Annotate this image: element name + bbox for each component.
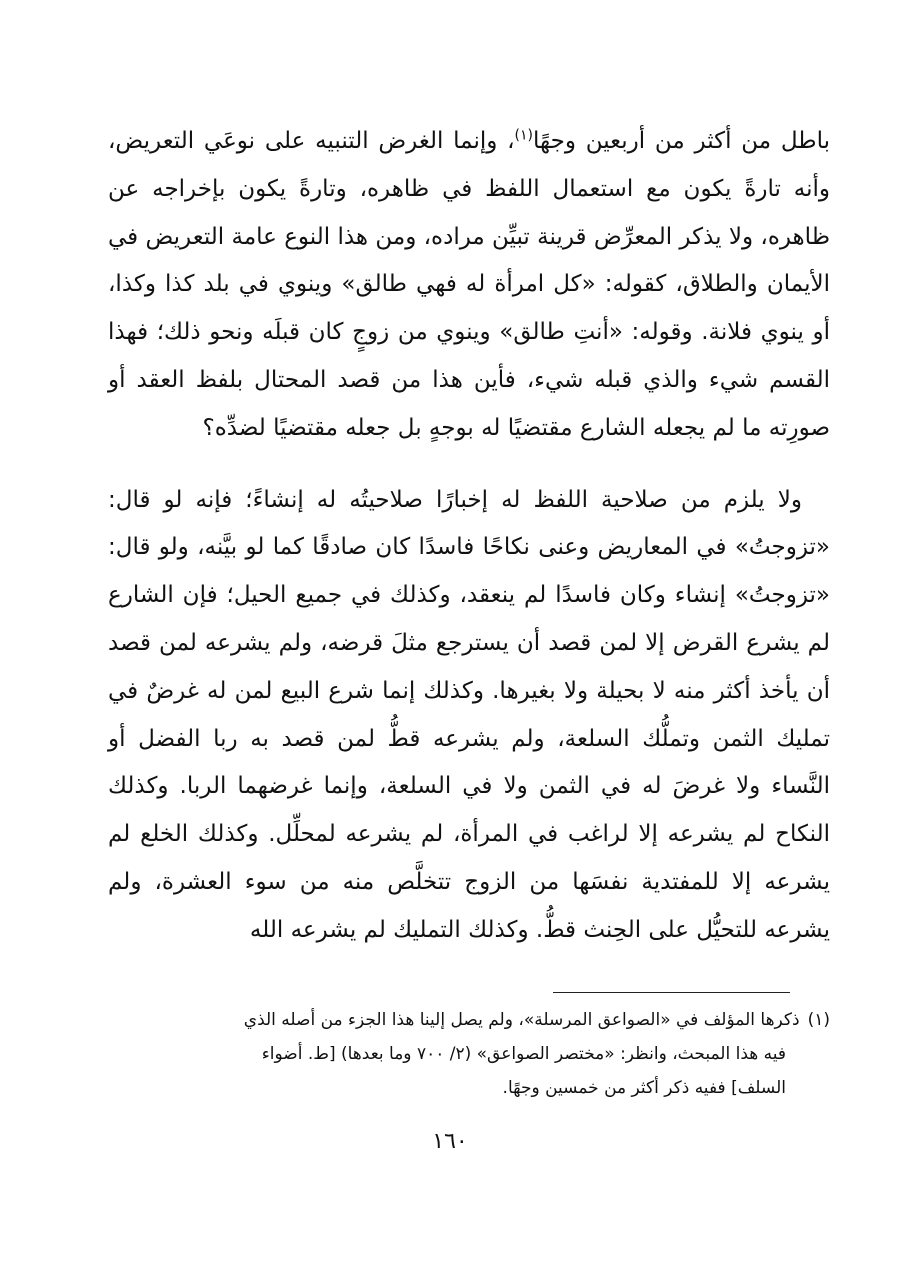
footnote-number: (١) [807, 1010, 830, 1030]
paragraph-1 [108, 118, 830, 453]
page-number: ١٦٠ [432, 1129, 468, 1154]
footnote-line-2: فيه هذا المبحث، وانظر: «مختصر الصواعق» (٢/ ٧٠٠ وما بعدها) [ط. أضواء [261, 1044, 786, 1064]
paragraph-1-rest: ، وإنما الغرض التنبيه على نوعَي التعريض، وأنه تارةً يكون مع استعمال اللفظ في ظاهره، وتارةً يكون بإخراجه عن ظاهره، ولا يذكر المعرِّض قرينة تبيِّن مراده، ومن هذا النوع عامة التعريض في الأيمان والطلاق، كقوله: «كل امرأة له فهي طالق» وينوي في بلد كذا وكذا، أو ينوي فلانة. وقوله: «أنتِ طالق» وينوي من زوجٍ كان قبلَه ونحو ذلك؛ فهذا القسم شيء والذي قبله شيء، فأين هذا من قصد المحتال بلفظ العقد أو صورِته ما لم يجعله الشارع مقتضيًا له بوجهٍ بل جعله مقتضيًا لضدِّه؟ [108, 128, 830, 441]
footnote-line-1 [108, 1003, 830, 1037]
footnote-separator [553, 992, 790, 993]
footnote-line-3: السلف] ففيه ذكر أكثر من خمسين وجهًا. [502, 1078, 786, 1098]
paragraph-1-start: باطل من أكثر من أربعين وجهًا [533, 128, 830, 154]
main-text [108, 118, 830, 955]
footnote-line-1-text: ذكرها المؤلف في «الصواعق المرسلة»، ولم يصل إلينا هذا الجزء من أصله الذي [243, 1010, 800, 1030]
footnote-reference: (١) [514, 127, 533, 144]
paragraph-2: ولا يلزم من صلاحية اللفظ له إخبارًا صلاحيتُه له إنشاءً؛ فإنه لو قال: «تزوجتُ» في المعاريض وعنى نكاحًا فاسدًا كان صادقًا كما لو بيَّنه، ولو قال: «تزوجتُ» إنشاء وكان فاسدًا لم ينعقد، وكذلك في جميع الحيل؛ فإن الشارع لم يشرع القرض إلا لمن قصد أن يسترجع مثلَ قرضه، ولم يشرعه لمن قصد أن يأخذ أكثر منه لا بحيلة ولا بغيرها. وكذلك إنما شرع البيع لمن له غرضٌ في تمليك الثمن وتملُّك السلعة، ولم يشرعه قطُّ لمن قصد به ربا الفضل أو النَّساء ولا غرضَ له في الثمن ولا في السلعة، وإنما غرضهما الربا. وكذلك النكاح لم يشرعه إلا لراغب في المرأة، لم يشرعه لمحلِّل. وكذلك الخلع لم يشرعه إلا للمفتدية نفسَها من الزوج تتخلَّص منه من سوء العشرة، ولم يشرعه للتحيُّل على الحِنث قطُّ. وكذلك التمليك لم يشرعه الله [108, 486, 830, 943]
footnote [108, 1003, 830, 1105]
